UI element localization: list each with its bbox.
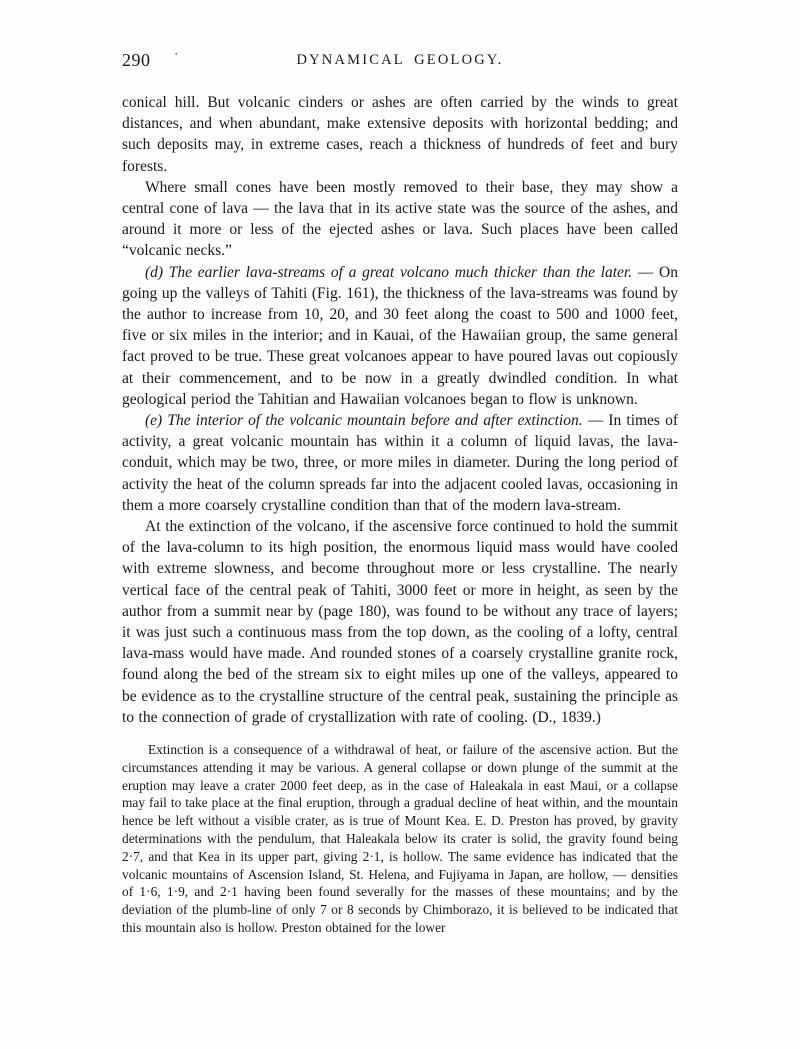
paragraph-extinction bbox=[122, 516, 678, 728]
paragraph-section-d-text: — On going up the valleys of Tahiti (Fig. 161), the thickness of the lava-streams was found by the author to increase from 10, 20, and 30 feet along the coast to 500 and 1000 feet, five or six miles in the interior; and in Kauai, of the Hawaiian group, the same general fact proved to be true. These great volcanoes appear to have poured lavas out copiously at their commencement, and to be now in a greatly dwindled condition. In what geological period the Tahitian and Hawaiian volcanoes began to flow is unknown. bbox=[122, 263, 678, 408]
paragraph-continuation bbox=[122, 92, 678, 177]
paragraph-continuation-text: conical hill. But volcanic cinders or ashes are often carried by the winds to great distances, and when abundant, make extensive deposits with horizontal bedding; and such deposits may, in extreme cases, reach a thickness of hundreds of feet and bury forests. bbox=[122, 94, 678, 175]
paragraph-volcanic-necks bbox=[122, 177, 678, 262]
paragraph-section-e-text: — In times of activity, a great volcanic mountain has within it a column of liquid lavas, the lava-conduit, which may be two, three, or more miles in diameter. During the long period of activity the heat of the column spreads far into the adjacent cooled lavas, occasioning in them a more coarsely crystalline condition than that of the modern lava-stream. bbox=[122, 412, 678, 514]
paragraph-section-d bbox=[122, 262, 678, 410]
paragraph-section-d-heading: (d) The earlier lava-streams of a great volcano much thicker than the later. bbox=[145, 263, 633, 281]
main-body bbox=[122, 92, 678, 728]
paragraph-section-e bbox=[122, 410, 678, 516]
paragraph-volcanic-necks-text: Where small cones have been mostly removed to their base, they may show a central cone of lava — the lava that in its active state was the source of the ashes, and around it more or less of the ejected ashes or lava. Such places have been called “volcanic necks.” bbox=[122, 178, 678, 260]
paragraph-section-e-heading: (e) The interior of the volcanic mountain before and after extinction. bbox=[145, 412, 583, 430]
text-block bbox=[122, 46, 678, 937]
footnote-paragraph bbox=[122, 741, 678, 937]
footnote-text: Extinction is a consequence of a withdrawal of heat, or failure of the ascensive action. But the circumstances attending it may be various. A general collapse or down plunge of the summit at the eruption may leave a crater 2000 feet deep, as in the case of Haleakala in east Maui, or a collapse may fail to take place at the final eruption, through a gradual decline of heat within, and the mountain hence be left without a visible crater, as is true of Mount Kea. E. D. Preston has proved, by gravity determinations with the pendulum, that Haleakala below its crater is solid, the gravity found being 2·7, and that Kea in its upper part, giving 2·1, is hollow. The same evidence has indicated that the volcanic mountains of Ascension Island, St. Helena, and Fujiyama in Japan, are hollow, — densities of 1·6, 1·9, and 2·1 having been found severally for the masses of these mountains; and by the deviation of the plumb-line of only 7 or 8 seconds by Chimborazo, it is believed to be indicated that this mountain also is hollow. Preston obtained for the lower bbox=[122, 742, 678, 936]
page-header bbox=[122, 46, 678, 76]
running-head-title: DYNAMICAL GEOLOGY. bbox=[296, 52, 504, 68]
page-number: 290 bbox=[122, 50, 151, 70]
footnote-block bbox=[122, 741, 678, 937]
paragraph-extinction-text: At the extinction of the volcano, if the ascensive force continued to hold the summit of the lava-column to its high position, the enormous liquid mass would have cooled with extreme slowness, and become throughout more or less crystalline. The nearly vertical face of the central peak of Tahiti, 3000 feet or more in height, as seen by the author from a summit near by (page 180), was found to be without any trace of layers; it was just such a continuous mass from the top down, as the cooling of a lofty, central lava-mass would have made. And rounded stones of a coarsely crystalline granite rock, found along the bed of the stream six to eight miles up one of the valleys, appeared to be evidence as to the crystalline structure of the central peak, sustaining the principle as to the connection of grade of crystallization with rate of cooling. (D., 1839.) bbox=[122, 518, 678, 726]
stray-dot-mark: · bbox=[174, 46, 179, 61]
